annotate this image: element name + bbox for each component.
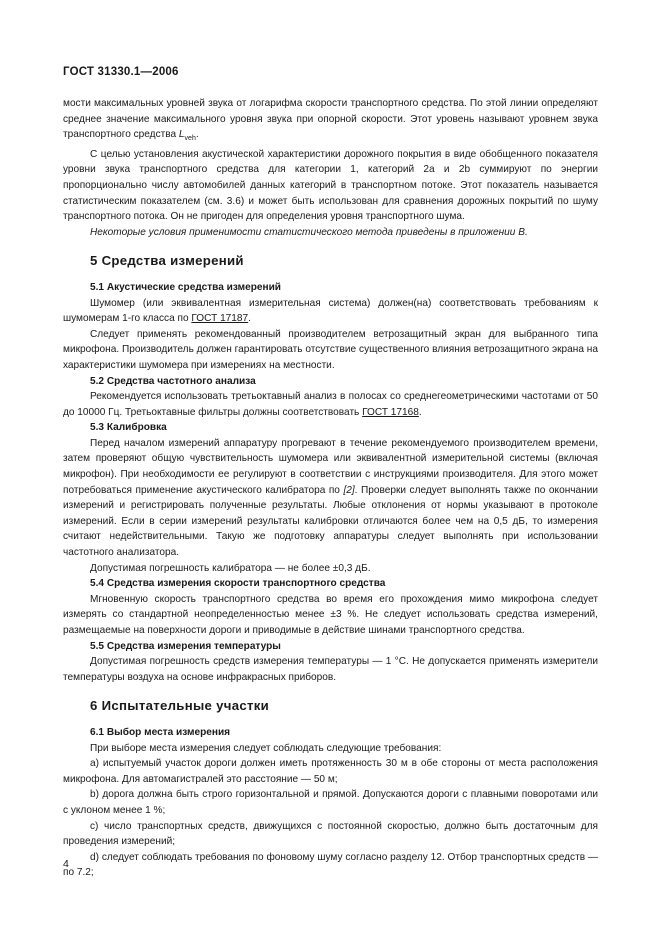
page-number: 4 [63, 858, 69, 870]
gost-17187-link[interactable]: ГОСТ 17187 [191, 313, 249, 325]
list-item-d: d) следует соблюдать требования по фоновому шуму согласно разделу 12. Отбор транспортных средств — по 7.2; [63, 851, 598, 879]
subsection-5-1-title: 5.1 Акустические средства измерений [90, 281, 281, 293]
subsection-6-1-title: 6.1 Выбор места измерения [90, 726, 231, 738]
reference-2: [2] [343, 484, 355, 496]
paragraph: Допустимая погрешность средств измерения температуры — 1 °С. Не допускается применять измерители температуры воздуха на основе инфракрасных приборов. [63, 656, 598, 683]
subsection-5-3-title: 5.3 Калибровка [90, 422, 167, 434]
section-5-title: 5 Средства измерений [90, 253, 244, 269]
paragraph-note: Некоторые условия применимости статистического метода приведены в приложении В. [90, 226, 528, 238]
paragraph: Перед началом измерений аппаратуру прогревают в течение рекомендуемого производителем времени, затем проверяют общую чувствительность шумомера или эквивалентной измерительной системы (включая микрофон). При необходимости ее регулируют в соответствии с инструкциями производителя. Для этого может потребоваться применение акустического калибратора по [2]. Проверки следует выполнять также по окончании измерений и регистрировать полученные результаты. Любые отклонения от нормы указывают в протоколе измерений. Если в серии измерений результаты калибровки отличаются более чем на 0,5 дБ, то измерения считают недействительными. Такую же подготовку аппаратуры следует выполнять при использовании частотного анализатора. [63, 437, 598, 559]
paragraph: мости максимальных уровней звука от логарифма скорости транспортного средства. По этой линии определяют среднее значение максимального уровня звука при опорной скорости. Этот уровень называют уровнем звука транспортного средства $L_{veh}$. [63, 98, 598, 143]
paragraph: Рекомендуется использовать третьоктавный анализ в полосах со среднегеометрическими частотами от 50 до 10000 Гц. Третьоктавные фильтры должны соответствовать ГОСТ 17168. [63, 391, 598, 418]
paragraph: Мгновенную скорость транспортного средства во время его прохождения мимо микрофона следует измерять со стандартной неопределенностью менее ±3 %. Не следует использовать средства измерений, размещаемые на поверхности дороги и приводимые в действие шинами транспортного средства. [63, 593, 598, 637]
symbol-l: L [178, 129, 185, 141]
subsection-5-5-title: 5.5 Средства измерения температуры [90, 640, 281, 652]
paragraph: Следует применять рекомендованный производителем ветрозащитный экран для выбранного типа микрофона. Производитель должен гарантировать отсутствие существенного влияния ветрозащитного экрана на характеристики шумомера при измерениях на местности. [63, 328, 598, 371]
document-body [63, 96, 598, 881]
section-6-title: 6 Испытательные участки [90, 698, 270, 714]
gost-17168-link[interactable]: ГОСТ 17168 [362, 406, 419, 418]
list-item-a: a) испытуемый участок дороги должен иметь протяженность 30 м в обе стороны от места расположения микрофона. Для автомагистралей это расстояние — 50 м; [63, 758, 598, 785]
list-item-c: c) число транспортных средств, движущихся с постоянной скоростью, должно быть достаточным для проведения измерений; [63, 820, 598, 848]
subsection-5-4-title: 5.4 Средства измерения скорости транспортного средства [90, 578, 386, 590]
paragraph: При выборе места измерения следует соблюдать следующие требования: [90, 742, 442, 754]
subsection-5-2-title: 5.2 Средства частотного анализа [90, 375, 256, 387]
paragraph: Шумомер (или эквивалентная измерительная система) должен(на) соответствовать требованиям к шумомерам 1-го класса по ГОСТ 17187. [63, 297, 598, 325]
document-id-header: ГОСТ 31330.1—2006 [63, 66, 179, 78]
list-item-b: b) дорога должна быть строго горизонтальной и прямой. Допускаются дороги с плавными поворотами или с уклоном менее 1 %; [63, 789, 598, 816]
paragraph: Допустимая погрешность калибратора — не более ±0,3 дБ. [90, 562, 371, 574]
paragraph: С целью установления акустической характеристики дорожного покрытия в виде обобщенного показателя уровни звука транспортного средства для категории 1, категорий 2a и 2b суммируют по энергии пропорционально числу автомобилей данных категорий в транспортном потоке. Этот показатель называется статистическим показателем (см. 3.6) и может быть использован для сравнения дорожных покрытий по шуму транспортного потока. Он не пригоден для определения уровня транспортного шума. [63, 148, 598, 223]
symbol-subscript: veh [184, 135, 196, 143]
